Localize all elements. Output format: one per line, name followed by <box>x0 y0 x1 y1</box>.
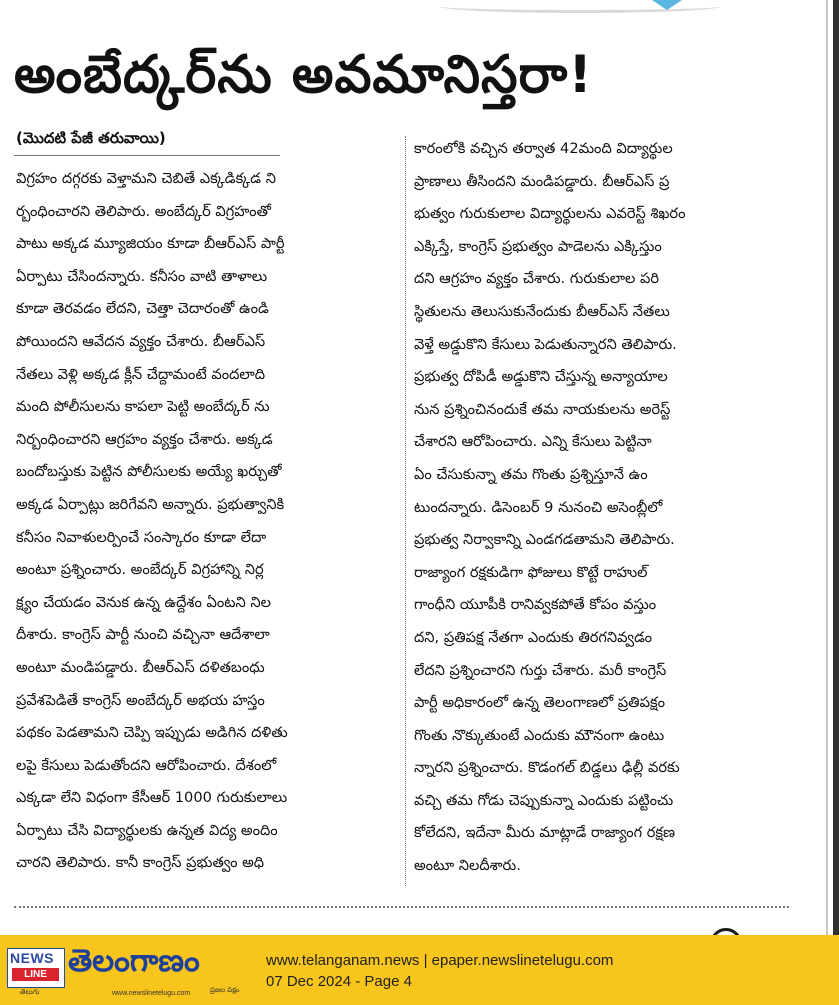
article-text-line: కోలేదని, ఇదేనా మీరు మాట్లాడే రాజ్యాంగ రక్షణ <box>414 824 676 842</box>
article-headline: అంబేద్కర్‌ను అవమానిస్తరా! <box>14 45 593 105</box>
page-edge-line <box>826 0 828 935</box>
article-text-line: మంది పోలీసులను కాపలా పెట్టి అంబేద్కర్ ను <box>16 398 270 416</box>
article-text-line: రాజ్యాంగ రక్షకుడిగా ఫోజులు కొట్టే రాహుల్ <box>414 563 648 581</box>
footer-date-page: 07 Dec 2024 - Page 4 <box>266 973 412 990</box>
footer-websites: www.telanganam.news | epaper.newslinetelugu.com <box>266 952 614 969</box>
article-text-line: కారంలోకి వచ్చిన తర్వాత 42మంది విద్యార్థుల <box>414 140 673 157</box>
article-text-line: ఎక్కిస్తే, కాంగ్రెస్ ప్రభుత్వం పాడెలను ఎక్కిస్తుం <box>414 237 662 255</box>
brand-url: www.newslinetelugu.com <box>112 990 191 997</box>
article-column-right <box>414 133 792 883</box>
article-text-line: లేదని ప్రశ్నించారని గుర్తు చేశారు. మరీ కాంగ్రెస్ <box>414 661 667 679</box>
column-divider <box>405 136 406 886</box>
article-text-line: ప్రభుత్వ నిర్వాకాన్ని ఎండగడతామని తెలిపారు. <box>414 531 675 549</box>
article-text-line: పోయిందని ఆవేదన వ్యక్తం చేశారు. బీఆర్ఎస్ <box>16 332 266 350</box>
article-text-line: పార్టీ అధికారంలో ఉన్న తెలంగాణలో ప్రతిపక్షం <box>414 694 665 712</box>
epaper-footer <box>0 935 839 1005</box>
article-text-line: ప్రభుత్వ దోపిడీ అడ్డుకొని చేస్తున్న అన్యాయాల <box>414 368 668 386</box>
article-column-left <box>16 163 394 880</box>
article-text-line: పథకం పెడతామని చెప్పి ఇప్పుడు అడిగిన దళితు <box>16 724 288 742</box>
article-text-line: వచ్చి తమ గోడు చెప్పుకున్నా ఎందుకు పట్టించు <box>414 791 674 809</box>
article-text-line: దని ఆగ్రహం వ్యక్తం చేశారు. గురుకులాల పరి <box>414 270 660 288</box>
article-text-line: న్నారని ప్రశ్నించారు. కొడంగల్ బిడ్డలు ఢిల్లీ వరకు <box>414 759 680 777</box>
article-text-line: వెళ్తే అడ్డుకొని కేసులు పెడుతున్నారని తెలిపారు. <box>414 335 677 353</box>
article-text-line: దీశారు. కాంగ్రెస్ పార్టీ నుంచి వచ్చినా ఆదేశాలా <box>16 626 270 644</box>
article-text-line: కూడా తెరవడం లేదని, చెత్తా చెదారంతో ఉండి <box>16 300 269 318</box>
article-text-line: లపై కేసులు పెడుతోందని ఆరోపించారు. దేశంలో <box>16 756 277 774</box>
newsline-logo[interactable] <box>7 948 65 988</box>
article-text-line: గొంతు నొక్కుతుంటే ఎందుకు మౌనంగా ఉంటు <box>414 726 665 744</box>
article-text-line: నిర్బంధించారని ఆగ్రహం వ్యక్తం చేశారు. అక్కడ <box>16 430 273 448</box>
article-text-line: పాటు అక్కడ మ్యూజియం కూడా బీఆర్ఎస్ పార్టీ <box>16 235 285 253</box>
article-text-line: నున ప్రశ్నించినందుకే తమ నాయకులను అరెస్ట్ <box>414 400 671 418</box>
page-edge-bar <box>833 0 839 935</box>
article-end-rule <box>14 906 789 908</box>
article-text-line: ప్రాణాలు తీసిందని మండిపడ్డారు. బీఆర్ఎస్ ప్ర <box>414 172 670 190</box>
article-text-line: ఏర్పాటు చేసి విద్యార్థులకు ఉన్నత విద్య అందిం <box>16 821 278 839</box>
article-text-line: క్ష్యం చేయడం వెనుక ఉన్న ఉద్దేశం ఏంటని నిల <box>16 593 272 611</box>
article-text-line: భుత్వం గురుకులాల విద్యార్థులను ఎవరెస్ట్ శిఖరం <box>414 205 686 223</box>
article-text-line: అంటూ ప్రశ్నించారు. అంబేద్కర్ విగ్రహాన్ని నిర్ల <box>16 561 264 579</box>
newsline-logo-top-text: NEWS <box>10 950 54 966</box>
article-text-line: చేశారని ఆరోపించారు. ఎన్ని కేసులు పెట్టినా <box>414 433 652 451</box>
article-text-line: అంటూ నిలదీశారు. <box>414 857 521 875</box>
article-text-line: నేతలు వెళ్లి అక్కడ క్లీన్ చేద్దామంటే వందలాది <box>16 365 266 383</box>
article-text-line: విగ్రహం దగ్గరకు వెళ్తామని చెబితే ఎక్కడిక్కడ ని <box>16 170 276 187</box>
article-text-line: అంటూ మండిపడ్డారు. బీఆర్ఎస్ దళితబంధు <box>16 658 265 676</box>
newsline-logo-caption: తెలుగు <box>20 988 40 996</box>
article-text-line: అక్కడ ఏర్పాట్లు జరిగేవని అన్నారు. ప్రభుత్వానికి <box>16 495 285 513</box>
brand-tagline: ప్రజల పక్షం <box>210 986 240 994</box>
top-decorative-marker <box>652 0 682 10</box>
article-text-line: కనీసం నివాళులర్పించే సంస్కారం కూడా లేదా <box>16 528 267 546</box>
article-text-line: గాంధీని యూపీకి రానివ్వకపోతే కోపం వస్తుం <box>414 596 657 614</box>
article-text-line: ర్బంధించారని తెలిపారు. అంబేద్కర్ విగ్రహంతో <box>16 202 271 220</box>
article-text-line: ప్రవేశపెడితే కాంగ్రెస్ అంబేద్కర్ అభయ హస్తం <box>16 691 265 709</box>
article-text-line: చారని తెలిపారు. కానీ కాంగ్రెస్ ప్రభుత్వం అధి <box>16 854 265 872</box>
article-text-line: స్థితులను తెలుసుకునేందుకు బీఆర్ఎస్ నేతలు <box>414 302 670 320</box>
article-text-line: ఏం చేసుకున్నా తమ గొంతు ప్రశ్నిస్తూనే ఉం <box>414 465 648 483</box>
article-text-line: దని, ప్రతిపక్ష నేతగా ఎందుకు తిరగనివ్వడం <box>414 628 653 646</box>
article-text-line: ఏర్పాటు చేసిందన్నారు. కనీసం వాటి తాళాలు <box>16 267 268 285</box>
continuation-underline <box>14 155 280 156</box>
telanganam-brand-logo[interactable]: తెలంగాణం <box>68 943 200 979</box>
continuation-label: (మొదటి పేజీ తరువాయి) <box>16 129 166 147</box>
newsline-logo-bottom-text: LINE <box>12 968 59 981</box>
article-text-line: ఎక్కడా లేని విధంగా కేసీఆర్ 1000 గురుకులాలు <box>16 789 288 807</box>
article-text-line: టుందన్నారు. డిసెంబర్ 9 నునంచి అసెంబ్లీలో <box>414 498 663 516</box>
article-text-line: బందోబస్తుకు పెట్టిన పోలీసులకు అయ్యే ఖర్చుతో <box>16 463 282 481</box>
